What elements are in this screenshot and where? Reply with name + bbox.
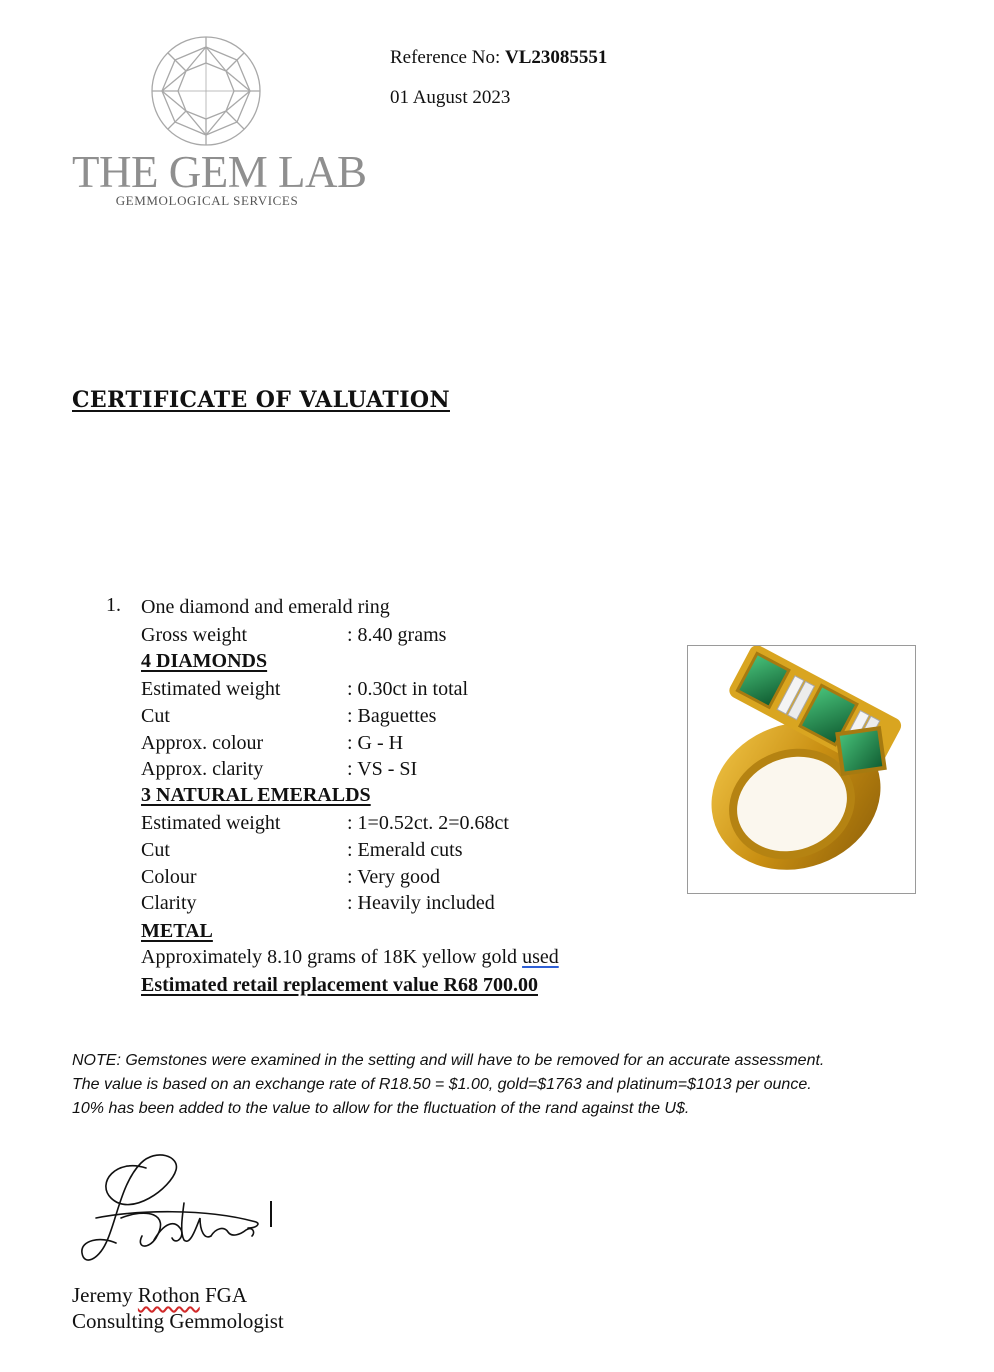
signatory-suffix: FGA bbox=[199, 1283, 248, 1307]
row-value: : VS - SI bbox=[347, 758, 418, 780]
note-line-1: NOTE: Gemstones were examined in the setting and will have to be removed for an accurate assessment. bbox=[72, 1052, 825, 1069]
metal-heading: METAL bbox=[141, 920, 213, 942]
logo-subtitle: GEMMOLOGICAL SERVICES bbox=[115, 193, 299, 208]
emeralds-heading: 3 NATURAL EMERALDS bbox=[141, 784, 371, 806]
row-value: : Baguettes bbox=[347, 705, 437, 727]
reference-label: Reference No: bbox=[390, 47, 505, 68]
handwritten-signature bbox=[76, 1148, 266, 1278]
row-value: : 1=0.52ct. 2=0.68ct bbox=[347, 812, 509, 834]
replacement-value: Estimated retail replacement value R68 700.00 bbox=[141, 974, 538, 996]
text-cursor bbox=[270, 1201, 272, 1227]
gem-logo-icon bbox=[150, 35, 262, 147]
row-value: : Emerald cuts bbox=[347, 839, 463, 861]
signatory-first-name: Jeremy bbox=[72, 1283, 138, 1307]
item-number: 1. bbox=[106, 594, 121, 616]
row-value: : 8.40 grams bbox=[347, 624, 447, 646]
signatory-role: Consulting Gemmologist bbox=[72, 1309, 284, 1333]
logo-title: THE GEM LAB bbox=[72, 147, 367, 197]
row-label: Estimated weight bbox=[141, 812, 281, 834]
certificate-date: 01 August 2023 bbox=[390, 87, 511, 108]
row-label: Clarity bbox=[141, 892, 197, 914]
row-label: Gross weight bbox=[141, 624, 248, 646]
metal-text: Approximately 8.10 grams of 18K yellow gold bbox=[141, 946, 523, 968]
row-value: : 0.30ct in total bbox=[347, 678, 469, 700]
spell-flagged-surname: Rothon bbox=[137, 1283, 200, 1307]
row-label: Cut bbox=[141, 705, 170, 727]
row-value: : G - H bbox=[347, 732, 404, 754]
ring-photo bbox=[687, 645, 916, 894]
row-label: Estimated weight bbox=[141, 678, 281, 700]
reference-number: VL23085551 bbox=[505, 47, 608, 68]
row-value: : Very good bbox=[347, 866, 440, 888]
reference-line bbox=[390, 47, 607, 69]
note-line-3: 10% has been added to the value to allow for the fluctuation of the rand against the U$. bbox=[72, 1100, 690, 1117]
row-label: Colour bbox=[141, 866, 197, 888]
metal-description bbox=[141, 944, 559, 970]
row-value: : Heavily included bbox=[347, 892, 495, 914]
row-label: Approx. colour bbox=[141, 732, 264, 754]
row-label: Approx. clarity bbox=[141, 758, 264, 780]
row-label: Cut bbox=[141, 839, 170, 861]
document-title: CERTIFICATE OF VALUATION bbox=[72, 387, 450, 413]
diamonds-heading: 4 DIAMONDS bbox=[141, 650, 268, 672]
grammar-flagged-word: used bbox=[522, 946, 559, 968]
note-line-2: The value is based on an exchange rate of R18.50 = $1.00, gold=$1763 and platinum=$1013 per ounce. bbox=[72, 1076, 812, 1093]
signatory-name bbox=[72, 1283, 247, 1308]
item-description: One diamond and emerald ring bbox=[141, 596, 390, 618]
